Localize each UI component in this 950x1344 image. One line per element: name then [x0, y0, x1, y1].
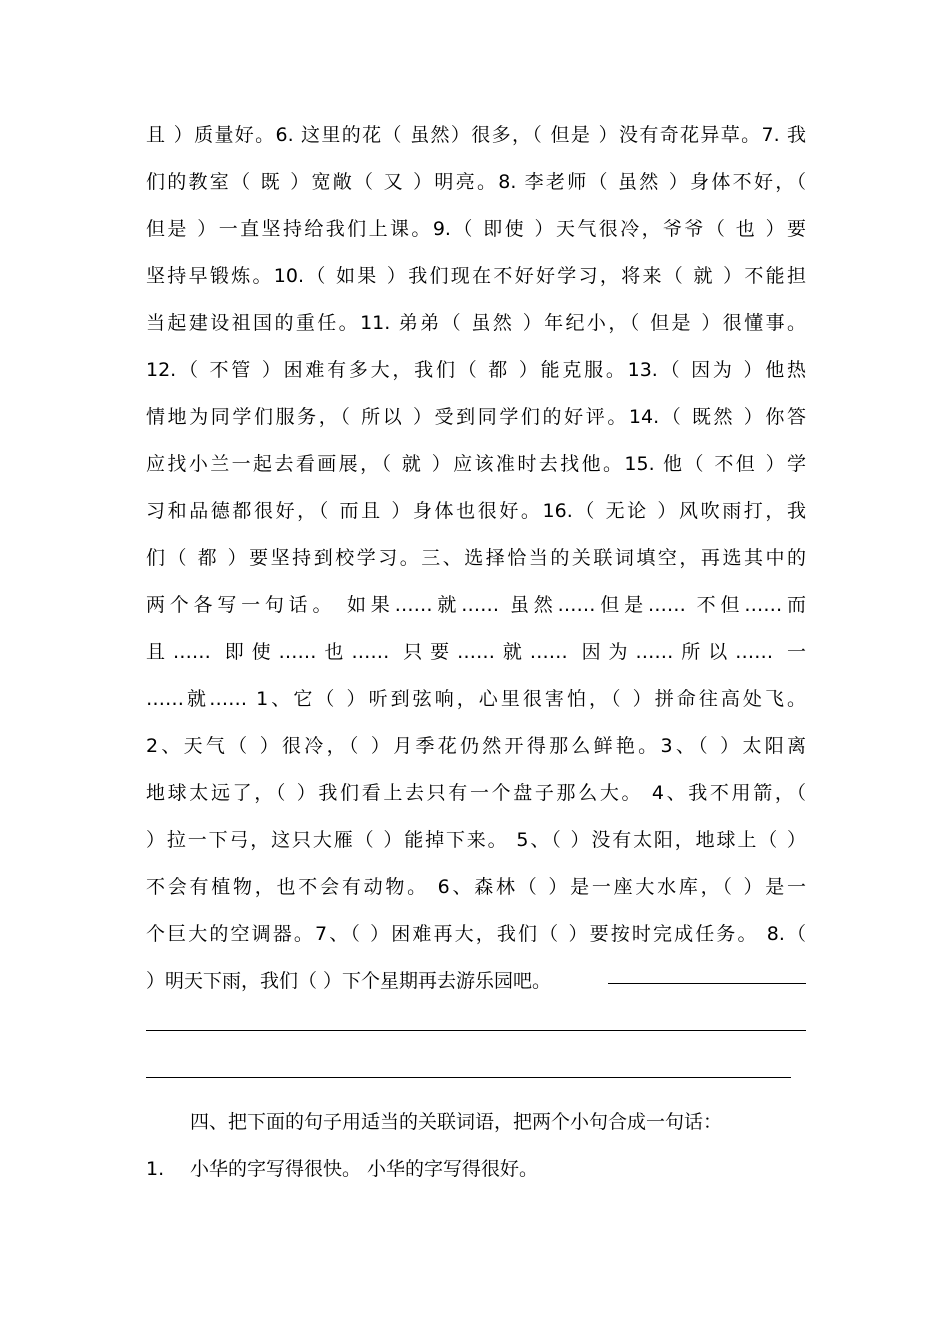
text-line: 2、天气（ ）很冷，（ ）月季花仍然开得那么鲜艳。3、（ ）太阳离 — [146, 735, 806, 757]
text-line: 且 ）质量好。6. 这里的花（ 虽然）很多，（ 但是 ）没有奇花异草。7. 我 — [146, 124, 806, 146]
item-number: 1. — [146, 1158, 165, 1180]
answer-rule — [608, 983, 806, 984]
text-line: 坚持早锻炼。10.（ 如果 ）我们现在不好好学习，将来（ 就 ）不能担 — [146, 265, 806, 287]
text-line: 地球太远了，（ ）我们看上去只有一个盘子那么大。 4、我不用箭，（ — [146, 782, 806, 804]
text-line: 不会有植物，也不会有动物。 6、森林（ ）是一座大水库，（ ）是一 — [146, 876, 806, 898]
item-text: 小华的字写得很快。 小华的字写得很好。 — [190, 1158, 539, 1180]
text-line: ）明天下雨，我们（ ）下个星期再去游乐园吧。 — [146, 970, 552, 992]
answer-rule — [146, 1077, 791, 1078]
text-line: 情地为同学们服务，（ 所以 ）受到同学们的好评。14.（ 既然 ）你答 — [146, 406, 806, 428]
text-line: 两个各写一句话。 如果……就…… 虽然……但是…… 不但……而 — [146, 594, 806, 616]
text-line: 当起建设祖国的重任。11. 弟弟（ 虽然 ）年纪小，（ 但是 ）很懂事。 — [146, 312, 806, 334]
text-line: ）拉一下弓，这只大雁（ ）能掉下来。 5、（ ）没有太阳，地球上（ ） — [146, 829, 806, 851]
text-line: ……就…… 1、它（ ）听到弦响，心里很害怕，（ ）拼命往高处飞。 — [146, 688, 806, 710]
text-line: 习和品德都很好，（ 而且 ）身体也很好。16.（ 无论 ）风吹雨打，我 — [146, 500, 806, 522]
text-line: 12.（ 不管 ）困难有多大，我们（ 都 ）能克服。13.（ 因为 ）他热 — [146, 359, 806, 381]
text-line: 应找小兰一起去看画展，（ 就 ）应该准时去找他。15. 他（ 不但 ）学 — [146, 453, 806, 475]
text-line: 个巨大的空调器。7、（ ）困难再大，我们（ ）要按时完成任务。 8.（ — [146, 923, 806, 945]
text-line: 但是 ）一直坚持给我们上课。9.（ 即使 ）天气很冷，爷爷（ 也 ）要 — [146, 218, 806, 240]
text-line: 们（ 都 ）要坚持到校学习。三、选择恰当的关联词填空，再选其中的 — [146, 547, 806, 569]
text-line: 且…… 即使……也…… 只要……就…… 因为……所以…… 一 — [146, 641, 806, 663]
answer-rule — [146, 1030, 806, 1031]
section-heading: 四、把下面的句子用适当的关联词语，把两个小句合成一句话： — [190, 1111, 723, 1133]
text-line: 们的教室（ 既 ）宽敞（ 又 ）明亮。8. 李老师（ 虽然 ）身体不好，（ — [146, 171, 806, 193]
